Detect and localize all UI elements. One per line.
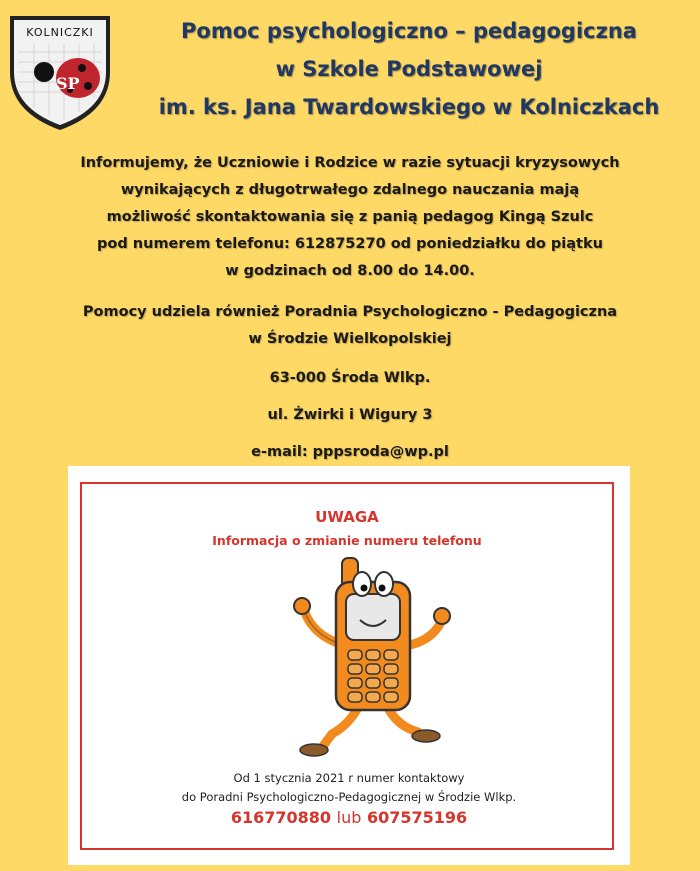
phone-number-2: 607575196 [366, 808, 468, 827]
title-line-1: Pomoc psychologiczno – pedagogiczna [181, 19, 637, 43]
notice-description [68, 769, 630, 807]
phone-number-1: 616770880 [230, 808, 332, 827]
phone-number-separator: lub [336, 808, 362, 827]
cartoon-phone-icon [292, 554, 452, 759]
phone-change-notice [68, 466, 630, 865]
title-line-2: w Szkole Podstawowej [275, 57, 543, 81]
info-line: w Środzie Wielkopolskiej [248, 331, 452, 347]
email-address: e-mail: pppsroda@wp.pl [251, 444, 449, 460]
notice-description-line: do Poradni Psychologiczno-Pedagogicznej w Środzie Wlkp. [181, 790, 517, 804]
info-line: w godzinach od 8.00 do 14.00. [225, 263, 475, 279]
street-address: ul. Żwirki i Wigury 3 [267, 407, 433, 423]
page-title [118, 12, 700, 126]
logo-text: KOLNICZKI [26, 26, 94, 39]
info-line: pod numerem telefonu: 612875270 od poniedziałku do piątku [97, 236, 603, 252]
info-line: wynikających z długotrwałego zdalnego nauczania mają [120, 182, 580, 198]
logo-initials: SP [56, 74, 80, 93]
info-line: możliwość skontaktowania się z panią pedagog Kingą Szulc [106, 209, 594, 225]
postal-address: 63-000 Środa Wlkp. [269, 370, 431, 386]
new-phone-numbers [68, 808, 630, 827]
info-section [0, 150, 700, 466]
notice-description-line: Od 1 stycznia 2021 r numer kontaktowy [233, 771, 465, 785]
info-line: Pomocy udziela również Poradnia Psychologiczno - Pedagogiczna [82, 304, 618, 320]
school-logo [4, 12, 116, 132]
notice-heading: UWAGA [315, 508, 379, 526]
notice-subheading: Informacja o zmianie numeru telefonu [212, 533, 482, 548]
info-line: Informujemy, że Uczniowie i Rodzice w razie sytuacji kryzysowych [80, 155, 620, 171]
title-line-3: im. ks. Jana Twardowskiego w Kolniczkach [158, 95, 660, 119]
